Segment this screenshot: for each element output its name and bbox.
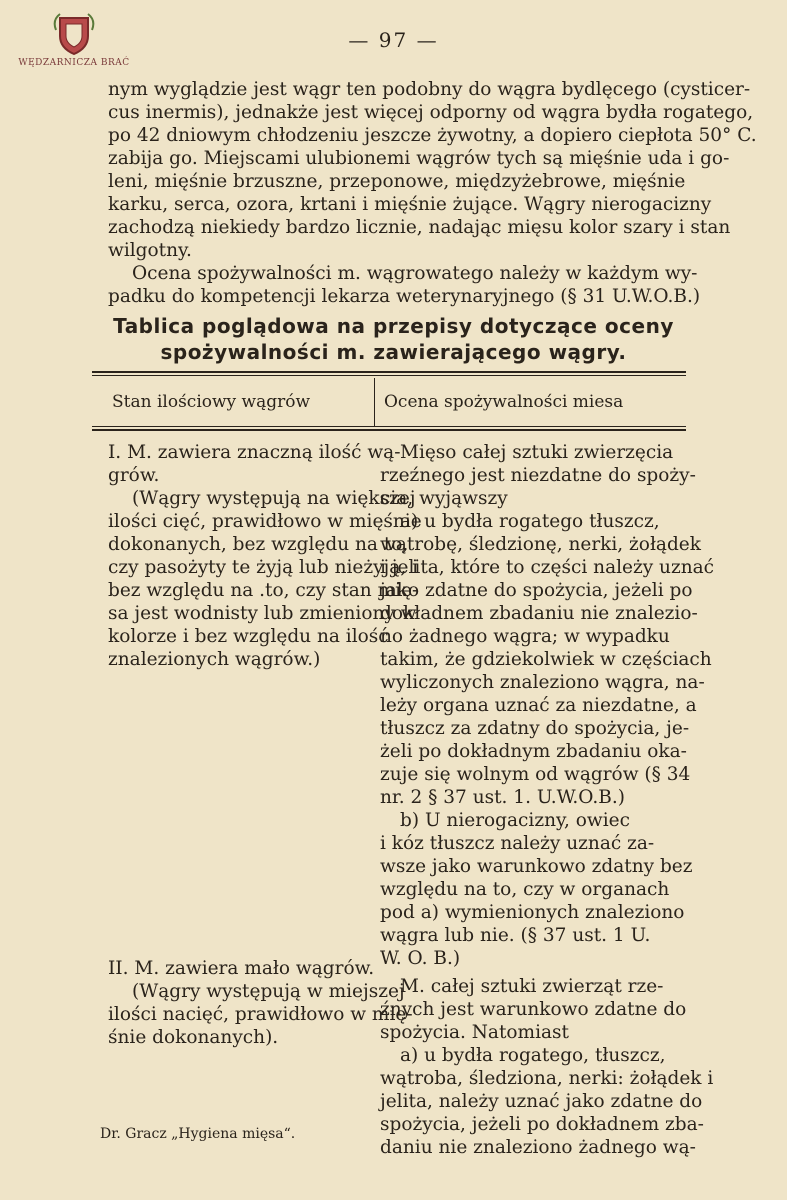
intro-line: leni, mięśnie brzuszne, przeponowe, międzyżebrowe, mięśnie bbox=[108, 171, 686, 192]
row1-right-line: wątrobę, śledzionę, nerki, żołądek bbox=[380, 534, 701, 555]
row1-left-line: bez względu na .to, czy stan mię- bbox=[108, 580, 419, 601]
row1-right-line: no żadnego wągra; w wypadku bbox=[380, 626, 670, 647]
row1-right-line: W. O. B.) bbox=[380, 948, 461, 969]
source-citation: Dr. Gracz „Hygiena mięsa“. bbox=[100, 1126, 296, 1142]
row1-left-line: czy pasożyty te żyją lub nieżyją, i bbox=[108, 557, 418, 578]
brand-name: WĘDZARNICZA BRAĆ bbox=[18, 58, 130, 68]
row1-right-line: i jelita, które to części należy uznać bbox=[380, 557, 715, 578]
column-header-stan: Stan ilościowy wągrów bbox=[112, 392, 311, 412]
row2-right-line: daniu nie znaleziono żadnego wą- bbox=[380, 1137, 696, 1158]
row1-left-line: grów. bbox=[108, 465, 160, 486]
row1-right-line: i kóz tłuszcz należy uznać za- bbox=[380, 833, 655, 854]
column-header-ocena: Ocena spożywalności miesa bbox=[384, 392, 624, 412]
row1-right-line: rzeźnego jest niezdatne do spoży- bbox=[380, 465, 696, 486]
intro-line: zachodzą niekiedy bardzo licznie, nadając mięsu kolor szary i stan bbox=[108, 217, 731, 238]
table-column-divider bbox=[374, 378, 375, 426]
row1-right-line: leży organa uznać za niezdatne, a bbox=[380, 695, 697, 716]
row2-right-line: M. całej sztuki zwierząt rze- bbox=[400, 976, 664, 997]
row1-right-line: cia, wyjąwszy bbox=[380, 488, 508, 509]
table-rule-mid-thin bbox=[92, 426, 686, 427]
table-rule-top-thin bbox=[92, 375, 686, 376]
row1-right-line: takim, że gdziekolwiek w częściach bbox=[380, 649, 712, 670]
row1-right-line: wyliczonych znaleziono wągra, na- bbox=[380, 672, 705, 693]
row2-right-line: a) u bydła rogatego, tłuszcz, bbox=[400, 1045, 666, 1066]
row2-left-line: ilości nacięć, prawidłowo w mię- bbox=[108, 1004, 413, 1025]
row2-right-line: spożycia, jeżeli po dokładnem zba- bbox=[380, 1114, 704, 1135]
row1-right-line: Mięso całej sztuki zwierzęcia bbox=[400, 442, 674, 463]
row2-left-line: II. M. zawiera mało wągrów. bbox=[108, 958, 375, 979]
row1-right-line: tłuszcz za zdatny do spożycia, je- bbox=[380, 718, 690, 739]
row1-left-line: sa jest wodnisty lub zmieniony w bbox=[108, 603, 417, 624]
row1-left-line: znalezionych wągrów.) bbox=[108, 649, 321, 670]
intro-line: nym wyglądzie jest wągr ten podobny do wągra bydlęcego (cysticer- bbox=[108, 79, 751, 100]
row2-right-line: jelita, należy uznać jako zdatne do bbox=[380, 1091, 703, 1112]
row2-right-line: źnych jest warunkowo zdatne do bbox=[380, 999, 687, 1020]
row1-right-line: wsze jako warunkowo zdatny bez bbox=[380, 856, 693, 877]
row1-right-line: jako zdatne do spożycia, jeżeli po bbox=[380, 580, 693, 601]
ocena-line: Ocena spożywalności m. wągrowatego należy w każdym wy- bbox=[132, 263, 698, 284]
table-rule-mid bbox=[92, 429, 686, 431]
row1-right-line: względu na to, czy w organach bbox=[380, 879, 670, 900]
row1-right-line: a) u bydła rogatego tłuszcz, bbox=[400, 511, 660, 532]
intro-line: wilgotny. bbox=[108, 240, 192, 261]
row1-left-line: dokonanych, bez względu na to, bbox=[108, 534, 409, 555]
row1-left-line: (Wągry występują na większej bbox=[132, 488, 416, 509]
row1-right-line: żeli po dokładnym zbadaniu oka- bbox=[380, 741, 687, 762]
table-title: Tablica poglądowa na przepisy dotyczące oceny bbox=[113, 314, 674, 338]
row2-left-line: (Wągry występują w miejszej bbox=[132, 981, 405, 1002]
intro-line: cus inermis), jednakże jest więcej odporny od wągra bydła rogatego, bbox=[108, 102, 754, 123]
row1-right-line: pod a) wymienionych znaleziono bbox=[380, 902, 685, 923]
row1-left-line: ilości cięć, prawidłowo w mięśnie bbox=[108, 511, 422, 532]
row2-left-line: śnie dokonanych). bbox=[108, 1027, 279, 1048]
table-rule-top bbox=[92, 371, 686, 373]
row1-right-line: nr. 2 § 37 ust. 1. U.W.O.B.) bbox=[380, 787, 625, 808]
row2-right-line: wątroba, śledziona, nerki: żołądek i bbox=[380, 1068, 714, 1089]
row1-left-line: kolorze i bez względu na ilość bbox=[108, 626, 389, 647]
row1-right-line: dokładnem zbadaniu nie znalezio- bbox=[380, 603, 698, 624]
intro-line: po 42 dniowym chłodzeniu jeszcze żywotny, a dopiero ciepłota 50° C. bbox=[108, 125, 757, 146]
ocena-line: padku do kompetencji lekarza weterynaryjnego (§ 31 U.W.O.B.) bbox=[108, 286, 701, 307]
row1-left-line: I. M. zawiera znaczną ilość wą- bbox=[108, 442, 401, 463]
row1-right-line: b) U nierogacizny, owiec bbox=[400, 810, 630, 831]
intro-line: karku, serca, ozora, krtani i mięśnie żujące. Wągry nierogacizny bbox=[108, 194, 712, 215]
page-number: — 97 — bbox=[348, 28, 439, 52]
row1-right-line: wągra lub nie. (§ 37 ust. 1 U. bbox=[380, 925, 651, 946]
intro-line: zabija go. Miejscami ulubionemi wągrów tych są mięśnie uda i go- bbox=[108, 148, 730, 169]
table-title: spożywalności m. zawierającego wągry. bbox=[160, 340, 627, 364]
row2-right-line: spożycia. Natomiast bbox=[380, 1022, 569, 1043]
row1-right-line: zuje się wolnym od wągrów (§ 34 bbox=[380, 764, 691, 785]
